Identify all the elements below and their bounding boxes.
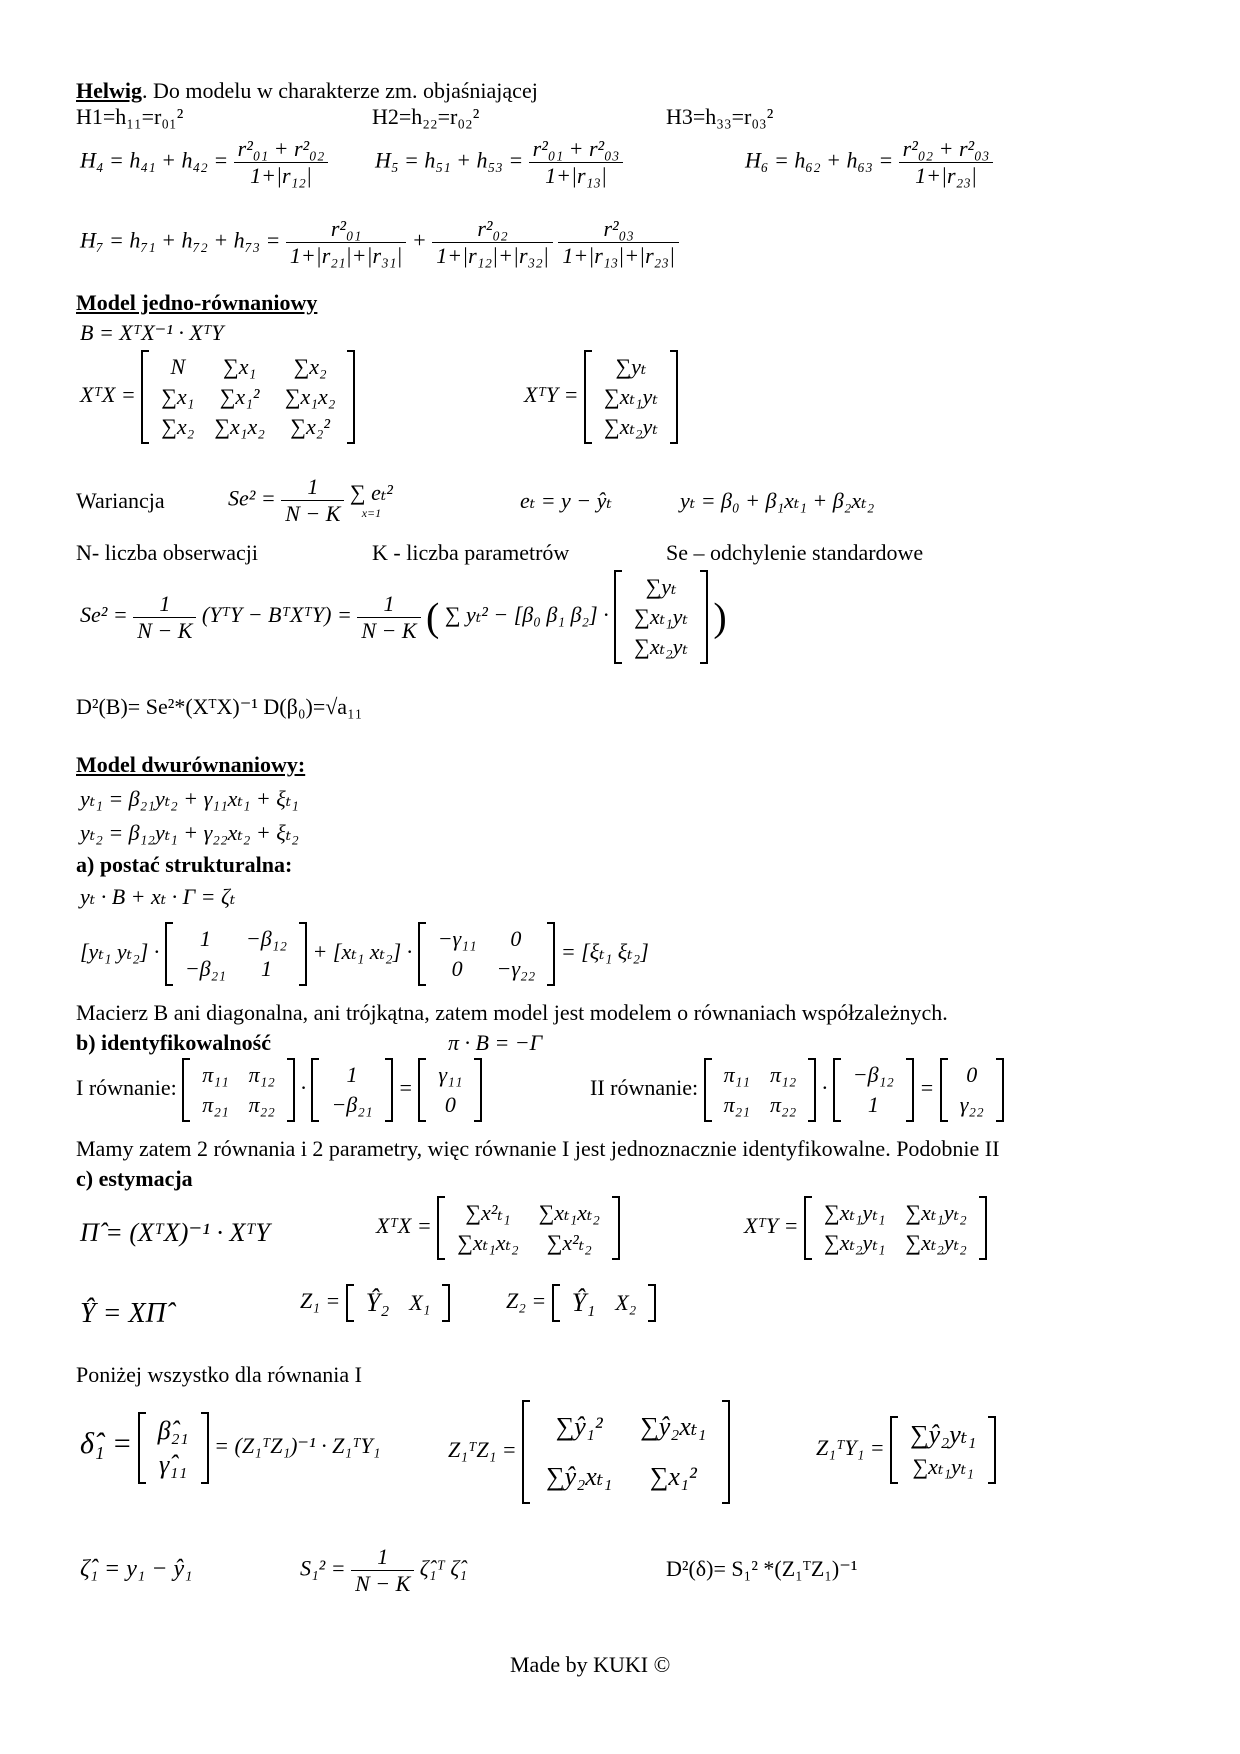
model2-title: Model dwurównaniowy: [76, 752, 306, 777]
se2b-num2: 1 [357, 591, 420, 618]
r1-pi [182, 1058, 295, 1122]
z1ty1-vector [890, 1416, 996, 1484]
wariancja-label: Wariancja [76, 488, 165, 513]
s1-eq [300, 1544, 467, 1597]
se2b-vector [614, 570, 708, 664]
a-vec1: [yₜ₁ yₜ₂] · [80, 939, 160, 965]
matrix-cell: ∑x²ₜ₁ [465, 1200, 511, 1225]
r1-eq: I równanie: π₁₁ π₁₂ π₂₁ π₂₂ · 1 −β₂₁ = γ₁₁ 0 [76, 1058, 482, 1122]
z2-matrix [552, 1284, 657, 1322]
z1tz1-matrix [522, 1400, 730, 1504]
matrix-cell: −γ₁₁ [437, 926, 477, 951]
xtx-matrix [141, 350, 355, 444]
matrix-cell: −β₁₂ [852, 1062, 894, 1087]
matrix-cell: ∑ŷ₂xₜ₁ [640, 1412, 707, 1441]
r2-pi [704, 1058, 817, 1122]
delta-vector [138, 1412, 209, 1484]
z1tz1-eq [448, 1400, 730, 1504]
b-equation2: π · B = −Γ [448, 1030, 543, 1055]
matrix-cell: ∑x₁ [161, 384, 195, 409]
matrix-cell: π₁₁ [723, 1062, 750, 1087]
model1-title: Model jedno-równaniowy [76, 290, 318, 315]
h5-denominator: 1+|r₁₃| [545, 163, 607, 188]
h7-lhs: H₇ = h₇₁ + h₇₂ + h₇₃ = [80, 227, 281, 253]
se2-formula [228, 474, 393, 527]
mamy-text: Mamy zatem 2 równania i 2 parametry, więc równanie I jest jednoznacznie identyfikowalne. Podobnie II [76, 1136, 1000, 1161]
z1tz1-lhs: Z₁ᵀZ₁ = [448, 1437, 517, 1463]
h7-formula: H₇ = h₇₁ + h₇₂ + h₇₃ = $\frac{\text{r²₀₁}}{\text{1+|r₂₁|+|r₃₁|}}$ + $\frac{\text{r²₀₂}}{\text{1+|r₁₂|+|r₃₂|}}$ $\frac{\text{r²₀₃}}{\text{1+|r₁₃|+|r₂₃|}}$ [80, 216, 679, 269]
h5-lhs: H₅ = h₅₁ + h₅₃ = [375, 147, 524, 173]
h4-numerator: r²₀₁ + r²₀₂ [234, 136, 329, 163]
matrix-cell: ∑yₜ [645, 574, 677, 599]
h7-den1: 1+|r₂₁|+|r₃₁| [289, 243, 403, 268]
matrix-cell: 0 [444, 1092, 456, 1117]
r1-label: I równanie: [76, 1075, 177, 1101]
matrix-cell: 1 [346, 1062, 358, 1087]
helwig-intro: . Do modelu w charakterze zm. objaśniającej [142, 78, 538, 103]
h6-formula [745, 136, 993, 189]
se2-sum: ∑ eₜ² [349, 480, 393, 505]
matrix-cell: ∑ŷ₂xₜ₁ [546, 1462, 613, 1491]
c-xty-lhs: XᵀY = [744, 1213, 799, 1239]
s1-num: 1 [351, 1544, 414, 1571]
c-xty-eq [744, 1196, 987, 1260]
h4-formula [80, 136, 328, 189]
b-equation: B = XᵀX⁻¹ · XᵀY [80, 320, 224, 345]
matrix-cell: β̂₂₁ [157, 1416, 189, 1445]
z1-eq [300, 1284, 450, 1322]
h4-denominator: 1+|r₁₂| [250, 163, 312, 188]
r1-rhs [418, 1058, 482, 1122]
k-label: K - liczba parametrów [372, 540, 570, 565]
matrix-cell: ∑x₁² [649, 1462, 697, 1491]
z2-lhs: Z₂ = [506, 1288, 547, 1314]
yt-equation: yₜ = β₀ + β₁xₜ₁ + β₂xₜ₂ [680, 488, 875, 513]
matrix-cell: ∑xₜ₁xₜ₂ [538, 1200, 600, 1225]
matrix-cell: ∑ŷ₂yₜ₁ [910, 1420, 977, 1449]
matrix-cell: γ₂₂ [959, 1092, 984, 1117]
z2-eq [506, 1284, 656, 1322]
h7-num2: r²₀₂ [432, 216, 553, 243]
h2-formula: H2=h₂₂=r₀₂² [372, 104, 480, 129]
matrix-cell: ∑x₁² [219, 384, 260, 409]
xty-lhs: XᵀY = [524, 382, 579, 408]
helwig-title: Helwig [76, 78, 142, 103]
matrix-cell: ∑x₁x₂ [284, 384, 336, 409]
matrix-cell: ∑x₁x₂ [214, 414, 265, 439]
h6-denominator: 1+|r₂₃| [915, 163, 977, 188]
matrix-cell: ∑x₂² [290, 414, 330, 439]
matrix-cell: Ŷ₁ [571, 1288, 596, 1317]
matrix-cell: ∑ŷ₁² [555, 1412, 603, 1441]
r2-vector [833, 1058, 914, 1122]
h7-num3: r²₀₃ [558, 216, 679, 243]
a-rhs: = [ξₜ₁ ξₜ₂] [560, 939, 649, 965]
h6-numerator: r²₀₂ + r²₀₃ [899, 136, 994, 163]
s1-den: N − K [355, 1571, 411, 1596]
matrix-cell: X₂ [615, 1290, 637, 1315]
matrix-cell: π₂₂ [769, 1092, 797, 1117]
se-label: Se – odchylenie standardowe [666, 540, 924, 565]
matrix-cell: 0 [451, 956, 463, 981]
se2b-mid: (YᵀY − BᵀXᵀY) = [201, 602, 352, 628]
z1-lhs: Z₁ = [300, 1288, 341, 1314]
ponizej-text: Poniżej wszystko dla równania I [76, 1362, 362, 1387]
se2b-den2: N − K [361, 617, 417, 643]
matrix-cell: ∑xₜ₂yₜ [634, 634, 688, 659]
matrix-cell: π₁₂ [769, 1062, 797, 1087]
matrix-cell: π₁₂ [248, 1062, 275, 1087]
matrix-cell: ∑xₜ₁xₜ₂ [457, 1230, 519, 1255]
d2b-line: D²(B)= Se²*(XᵀX)⁻¹ D(β₀)=√a₁₁ [76, 694, 363, 719]
delta-lhs: δ̂₁ = [80, 1427, 133, 1461]
b-title: b) identyfikowalność [76, 1030, 271, 1055]
matrix-cell: ∑xₜ₁yₜ₁ [912, 1454, 974, 1479]
se2b-lhs: Se² = [80, 602, 128, 628]
xtx-matrix-eq [80, 350, 355, 444]
se2b-num: 1 [133, 591, 196, 618]
matrix-cell: −β₂₁ [184, 956, 226, 981]
c-xtx-eq [376, 1196, 620, 1260]
h1-formula: H1=h₁₁=r₀₁² [76, 104, 184, 129]
matrix-cell: 0 [510, 926, 522, 951]
et-equation: eₜ = y − ŷₜ [520, 488, 612, 513]
matrix-cell: ∑xₜ₂yₜ [604, 414, 658, 439]
h7-den3: 1+|r₁₃|+|r₂₃| [562, 243, 675, 268]
matrix-cell: ∑xₜ₁yₜ₁ [824, 1200, 886, 1225]
matrix-cell: 1 [260, 956, 272, 981]
model2-eq1: yₜ₁ = β₂₁yₜ₂ + γ₁₁xₜ₁ + ξₜ₁ [80, 786, 299, 811]
xty-vector [584, 350, 678, 444]
zeta-eq: ζ̂₁ = y₁ − ŷ₁ [80, 1556, 193, 1582]
macierz-text: Macierz B ani diagonalna, ani trójkątna, zatem model jest modelem o równaniach współzależnych. [76, 1000, 948, 1025]
matrix-cell: 1 [199, 926, 211, 951]
n-label: N- liczba obserwacji [76, 540, 259, 565]
matrix-cell: ∑xₜ₁yₜ₂ [905, 1200, 967, 1225]
matrix-cell: X₁ [409, 1290, 431, 1315]
z1-matrix [346, 1284, 451, 1322]
matrix-cell: π₂₁ [723, 1092, 750, 1117]
matrix-cell: γ̂₁₁ [158, 1450, 188, 1479]
c-xty-matrix [804, 1196, 987, 1260]
delta-eq [80, 1412, 380, 1484]
matrix-cell: ∑xₜ₁yₜ [604, 384, 658, 409]
pi-hat-eq: Π̂ = (XᵀX)⁻¹ · XᵀY [80, 1218, 270, 1247]
z1ty1-eq [816, 1416, 996, 1484]
h5-numerator: r²₀₁ + r²₀₃ [529, 136, 624, 163]
h6-lhs: H₆ = h₆₂ + h₆₃ = [745, 147, 894, 173]
matrix-cell: ∑yₜ [615, 354, 647, 379]
matrix-cell: π₂₂ [248, 1092, 275, 1117]
s1-rhs: ζ̂₁ᵀ ζ̂₁ [419, 1555, 467, 1581]
c-xtx-matrix [437, 1196, 620, 1260]
matrix-cell: ∑xₜ₂yₜ₂ [905, 1230, 967, 1255]
delta-rhs: = (Z₁ᵀZ₁)⁻¹ · Z₁ᵀY₁ [214, 1433, 381, 1459]
r2-label: II równanie: [590, 1075, 699, 1101]
h7-num1: r²₀₁ [286, 216, 407, 243]
matrix-cell: ∑x₁ [223, 354, 257, 379]
model2-eq2: yₜ₂ = β₁₂yₜ₁ + γ₂₂xₜ₂ + ξₜ₂ [80, 820, 299, 845]
matrix-cell: ∑x₂ [293, 354, 327, 379]
matrix-cell: ∑x²ₜ₂ [546, 1230, 592, 1255]
se2-lhs: Se² = [228, 485, 276, 511]
matrix-cell: ∑xₜ₁yₜ [634, 604, 688, 629]
z1ty1-lhs: Z₁ᵀY₁ = [816, 1435, 885, 1461]
se2b-den: N − K [137, 617, 193, 643]
h5-formula [375, 136, 623, 189]
matrix-cell: ∑x₂ [161, 414, 195, 439]
se2-num: 1 [281, 474, 344, 501]
matrix-cell: Ŷ₂ [365, 1288, 390, 1317]
se2b-inner: ∑ yₜ² − [β₀ β₁ β₂] · [444, 602, 609, 628]
matrix-cell: 1 [867, 1092, 879, 1117]
a-gamma-matrix [418, 922, 556, 986]
c-title: c) estymacja [76, 1166, 193, 1191]
a-equation: yₜ · B + xₜ · Γ = ζₜ [80, 884, 236, 909]
a-b-matrix [165, 922, 307, 986]
y-hat-eq: Ŷ = XΠ̂ [80, 1298, 166, 1329]
se2-den: N − K [285, 501, 341, 526]
r1-vector [311, 1058, 392, 1122]
s1-lhs: S₁² = [300, 1555, 346, 1581]
helwig-heading-line [76, 78, 538, 104]
c-xtx-lhs: XᵀX = [376, 1213, 432, 1239]
matrix-cell: 0 [966, 1062, 978, 1087]
matrix-cell: −β₁₂ [245, 926, 288, 951]
matrix-cell: ∑xₜ₂yₜ₁ [824, 1230, 886, 1255]
r2-eq: II równanie: π₁₁ π₁₂ π₂₁ π₂₂ · −β₁₂ 1 = 0 γ₂₂ [590, 1058, 1004, 1122]
xtx-lhs: XᵀX = [80, 382, 136, 408]
a-title: a) postać strukturalna: [76, 852, 293, 877]
r2-rhs [940, 1058, 1004, 1122]
se2-sum-index: x=1 [361, 506, 382, 520]
h3-formula: H3=h₃₃=r₀₃² [666, 104, 774, 129]
h7-den2: 1+|r₁₂|+|r₃₂| [436, 243, 549, 268]
a-matrix-eq [80, 922, 649, 986]
matrix-cell: γ₁₁ [438, 1062, 463, 1087]
matrix-cell: −γ₂₂ [496, 956, 536, 981]
h4-lhs: H₄ = h₄₁ + h₄₂ = [80, 147, 229, 173]
footer-credit: Made by KUKI © [510, 1652, 671, 1677]
matrix-cell: N [170, 354, 186, 379]
d2d-line: D²(δ)= S₁² *(Z₁ᵀZ₁)⁻¹ [666, 1556, 858, 1581]
matrix-cell: π₂₁ [202, 1092, 229, 1117]
matrix-cell: π₁₁ [202, 1062, 229, 1087]
xty-vector-eq [524, 350, 678, 444]
se2b-formula: Se² = $\frac{1}{N - K}$ (YᵀY − BᵀXᵀY) = $\frac{1}{N - K}$ ( ∑ yₜ² − [β₀ β₁ β₂] · ∑yₜ ∑xₜ₁yₜ ∑xₜ₂yₜ ) [80, 570, 727, 664]
a-plus: + [xₜ₁ xₜ₂] · [312, 939, 413, 965]
matrix-cell: −β₂₁ [331, 1092, 373, 1117]
